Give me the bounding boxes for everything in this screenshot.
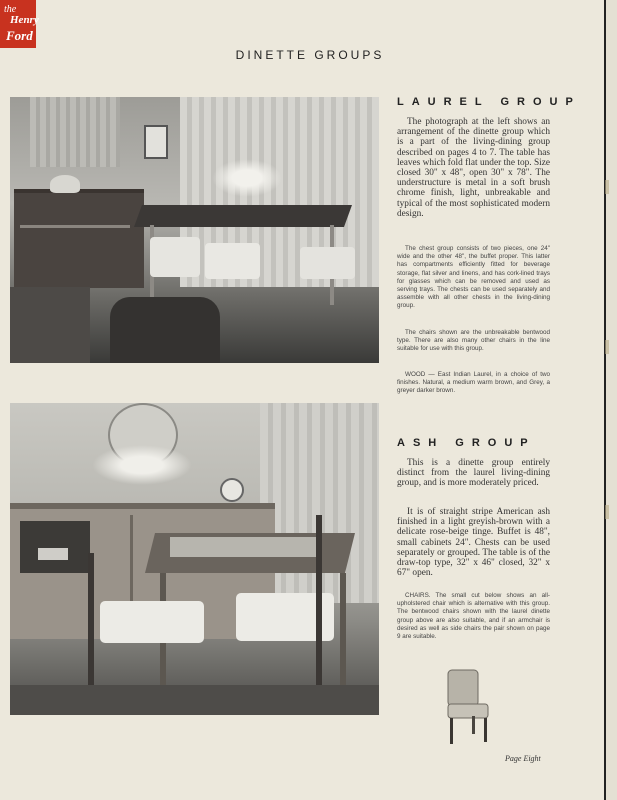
ash-intro-text: This is a dinette group entirely distinct from the laurel living-dining group, and is more moderately priced.	[397, 458, 550, 489]
laurel-chest-text: The chest group consists of two pieces, one 24" wide and the other 48", the buffet proper. This latter has compartments efficiently fitted for beverage storage, flat silver and linens, and has cork-lined trays for glasses which can be removed and used as serving trays. The chests can be used separately and assemble with all other chests in the living-dining group.	[397, 245, 550, 310]
logo-ford: Ford	[6, 28, 33, 43]
laurel-group-title: LAUREL GROUP	[397, 96, 581, 108]
laurel-group-photo	[10, 97, 379, 363]
logo-henry: Henry	[10, 14, 39, 26]
ash-group-photo	[10, 403, 379, 715]
laurel-chairs-text: The chairs shown are the unbreakable bentwood type. There are also many other chairs in the line suitable for use with this group.	[397, 329, 550, 353]
laurel-intro-text: The photograph at the left shows an arrangement of the dinette group which is a part of the living-dining group described on pages 4 to 7. The table has leaves which fold flat under the top. Size closed 30" x 48", open 30" x 78". The understructure is metal in a soft brush chrome finish, light, unbreakable and typical of the most sophisticated modern design.	[397, 117, 550, 219]
laurel-wood-text: WOOD — East Indian Laurel, in a choice of two finishes. Natural, a medium warm brown, and Grey, a greyer darker brown.	[397, 371, 550, 395]
ash-body-text: It is of straight stripe American ash finished in a light greyish-brown with a delicate rose-beige tinge. Buffet is 48", small cabinets 24". Chests can be used separately or grouped. The table is of the draw-top type, 32" x 46" closed, 32" x 67" open.	[397, 507, 550, 579]
page-edge	[604, 0, 617, 800]
logo-the: the	[4, 4, 17, 15]
ash-group-title: ASH GROUP	[397, 437, 536, 449]
henry-ford-logo	[0, 0, 39, 48]
ash-chairs-text: CHAIRS. The small cut below shows an all-upholstered chair which is alternative with this group. The bentwood chairs shown with the laurel dinette group above are also suitable, and if an armchair is desired as well as side chairs the pair shown on page 9 are suitable.	[397, 592, 550, 641]
page-number: Page Eight	[505, 754, 541, 763]
page-title: DINETTE GROUPS	[235, 48, 385, 62]
upholstered-chair-image	[442, 668, 498, 746]
